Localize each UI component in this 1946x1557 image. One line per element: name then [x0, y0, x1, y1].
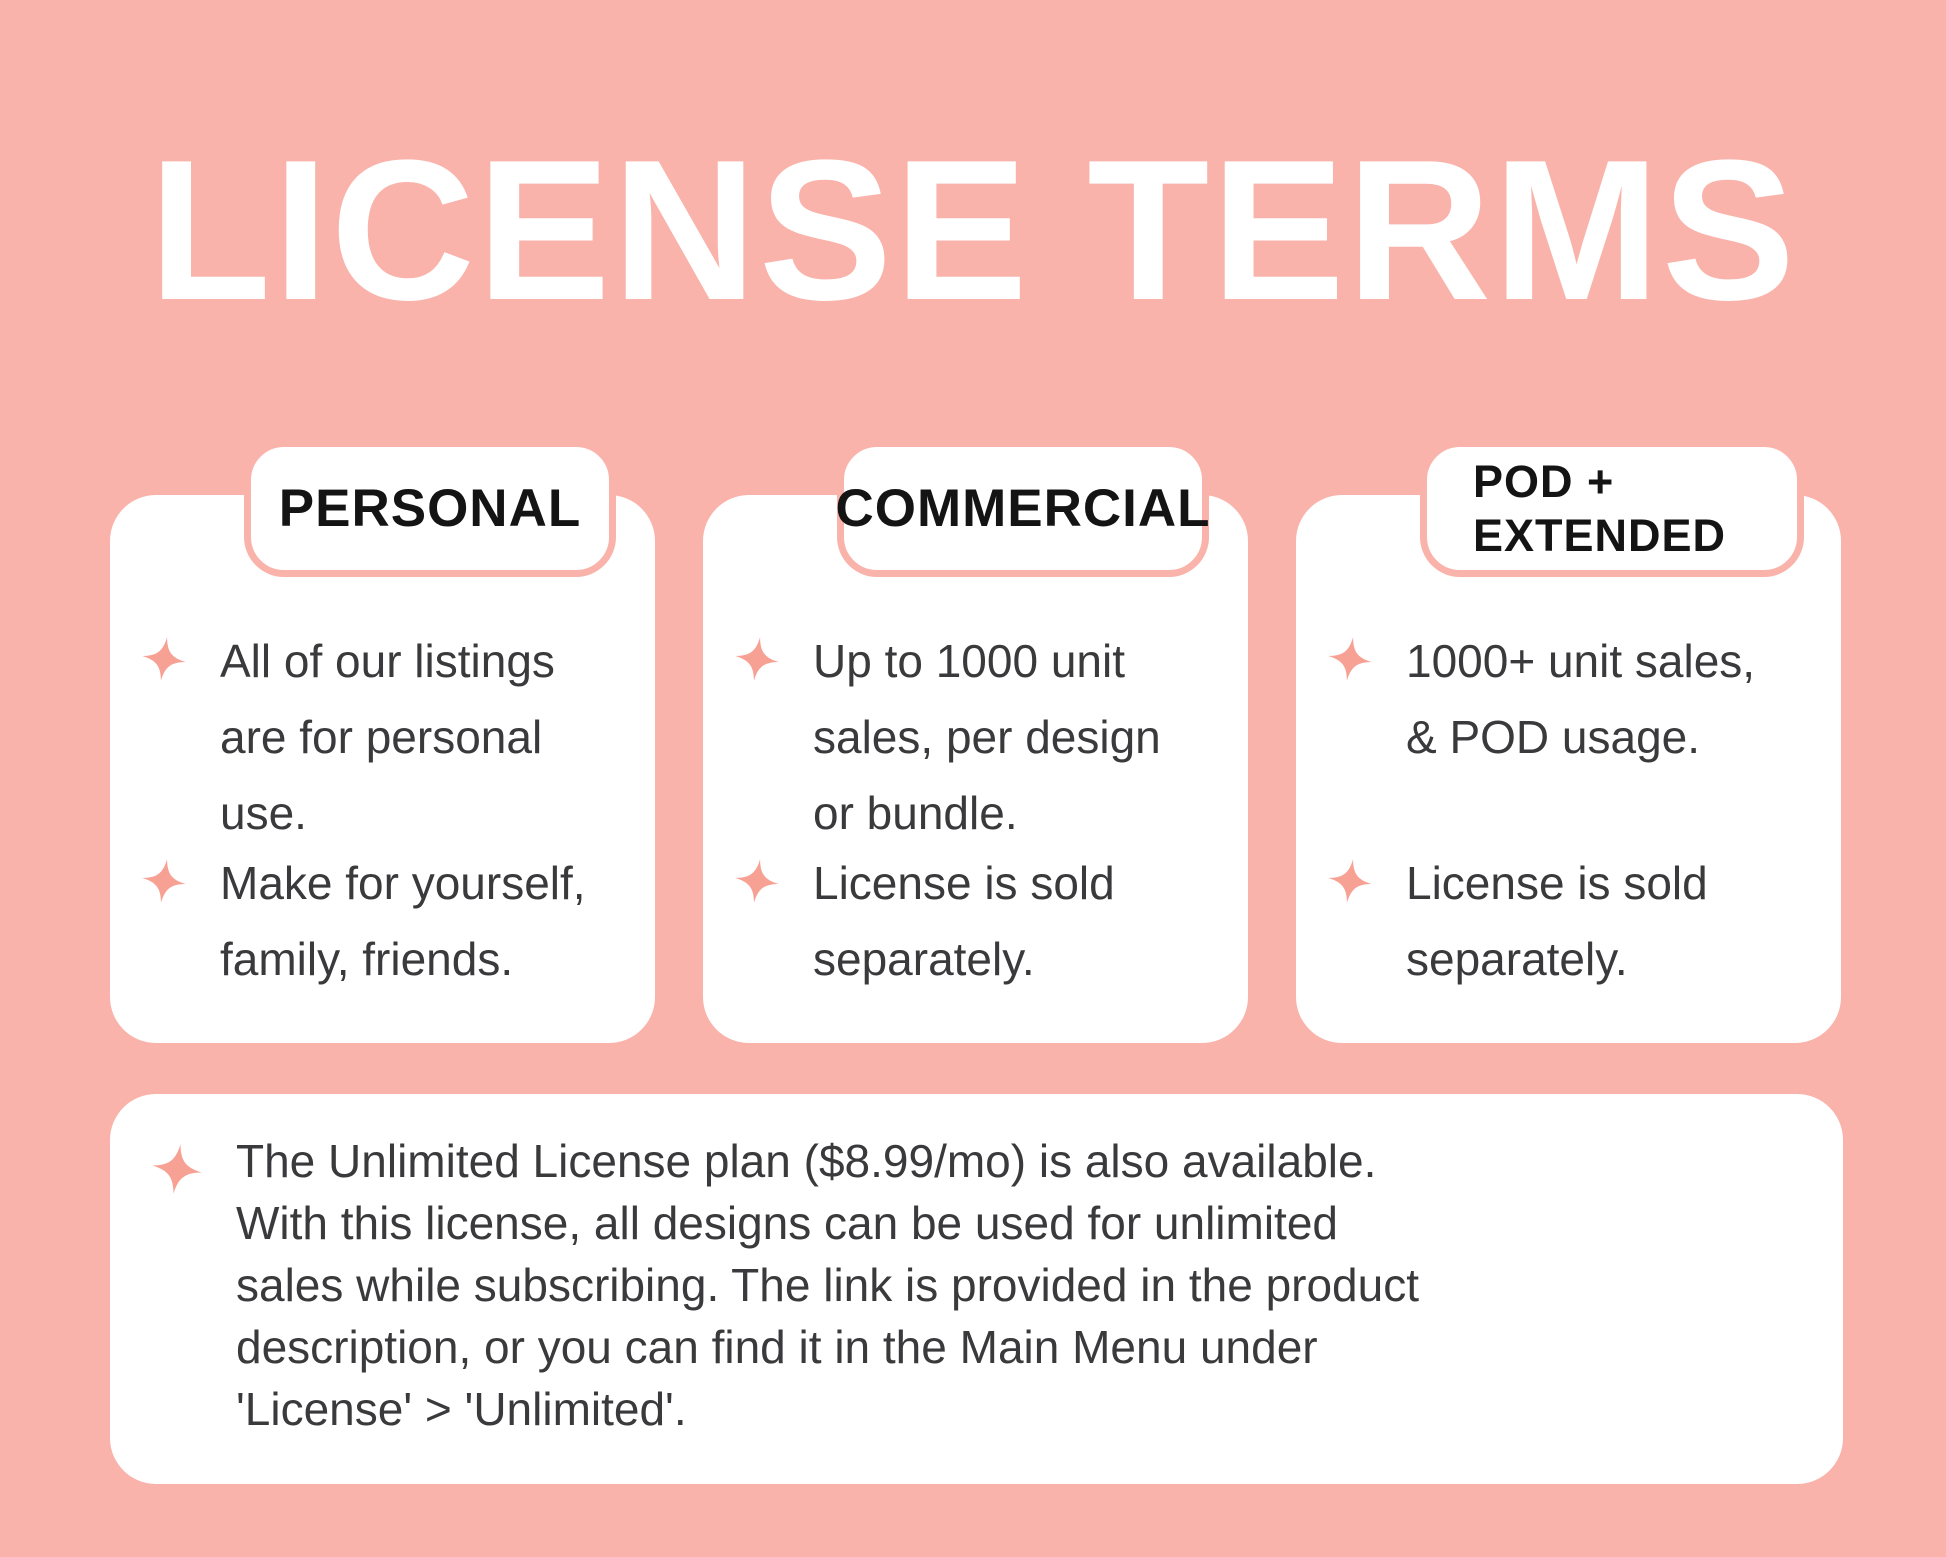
sparkle-icon	[735, 637, 779, 681]
commercial-bullet-1-text	[813, 623, 1161, 851]
pod-bullet-1	[1328, 623, 1825, 775]
sparkle-icon	[142, 637, 186, 681]
card-personal	[110, 495, 655, 1043]
personal-bullet-2-text	[220, 845, 586, 997]
pod-bullet-2-text	[1406, 845, 1708, 997]
sparkle-icon	[142, 859, 186, 903]
bullet-line: License is sold	[1406, 857, 1708, 909]
footer-line: The Unlimited License plan ($8.99/mo) is also available.	[236, 1135, 1377, 1187]
bullet-line: or bundle.	[813, 787, 1018, 839]
bullet-line: 1000+ unit sales,	[1406, 635, 1756, 687]
bullet-line: separately.	[813, 933, 1035, 985]
bullet-line: & POD usage.	[1406, 711, 1701, 763]
footer-bullet	[152, 1130, 1813, 1440]
bullet-line: All of our listings	[220, 635, 555, 687]
tab-pod-extended-label-line-2: EXTENDED	[1473, 509, 1727, 561]
pod-bullet-2	[1328, 845, 1825, 997]
footer-line: With this license, all designs can be used for unlimited	[236, 1197, 1339, 1249]
tab-pod-extended	[1420, 440, 1804, 577]
card-commercial	[703, 495, 1248, 1043]
footer-line: 'License' > 'Unlimited'.	[236, 1383, 687, 1435]
personal-bullet-1-text	[220, 623, 555, 851]
commercial-bullet-2-text	[813, 845, 1115, 997]
bullet-line: use.	[220, 787, 307, 839]
sparkle-icon	[735, 859, 779, 903]
bullet-line: Up to 1000 unit	[813, 635, 1126, 687]
bullet-line: License is sold	[813, 857, 1115, 909]
footer-line: sales while subscribing. The link is provided in the product	[236, 1259, 1419, 1311]
sparkle-icon	[152, 1144, 202, 1194]
tab-personal	[244, 440, 616, 577]
sparkle-icon	[1328, 637, 1372, 681]
bullet-line: are for personal	[220, 711, 543, 763]
tab-pod-extended-label	[1473, 455, 1726, 563]
personal-bullet-2	[142, 845, 639, 997]
tab-pod-extended-label-line-1: POD +	[1473, 455, 1615, 507]
commercial-bullet-1	[735, 623, 1232, 851]
tab-commercial	[837, 440, 1209, 577]
bullet-line: family, friends.	[220, 933, 514, 985]
footer-bullet-text	[236, 1130, 1419, 1440]
footer-card-unlimited-license	[110, 1094, 1843, 1484]
bullet-line: separately.	[1406, 933, 1628, 985]
tab-commercial-label: COMMERCIAL	[835, 479, 1211, 538]
bullet-line: sales, per design	[813, 711, 1161, 763]
bullet-line: Make for yourself,	[220, 857, 586, 909]
card-pod-extended	[1296, 495, 1841, 1043]
footer-line: description, or you can find it in the Main Menu under	[236, 1321, 1318, 1373]
tab-personal-label: PERSONAL	[278, 479, 582, 538]
personal-bullet-1	[142, 623, 639, 851]
commercial-bullet-2	[735, 845, 1232, 997]
sparkle-icon	[1328, 859, 1372, 903]
page-title: LICENSE TERMS	[148, 119, 1798, 342]
pod-bullet-1-text	[1406, 623, 1755, 775]
